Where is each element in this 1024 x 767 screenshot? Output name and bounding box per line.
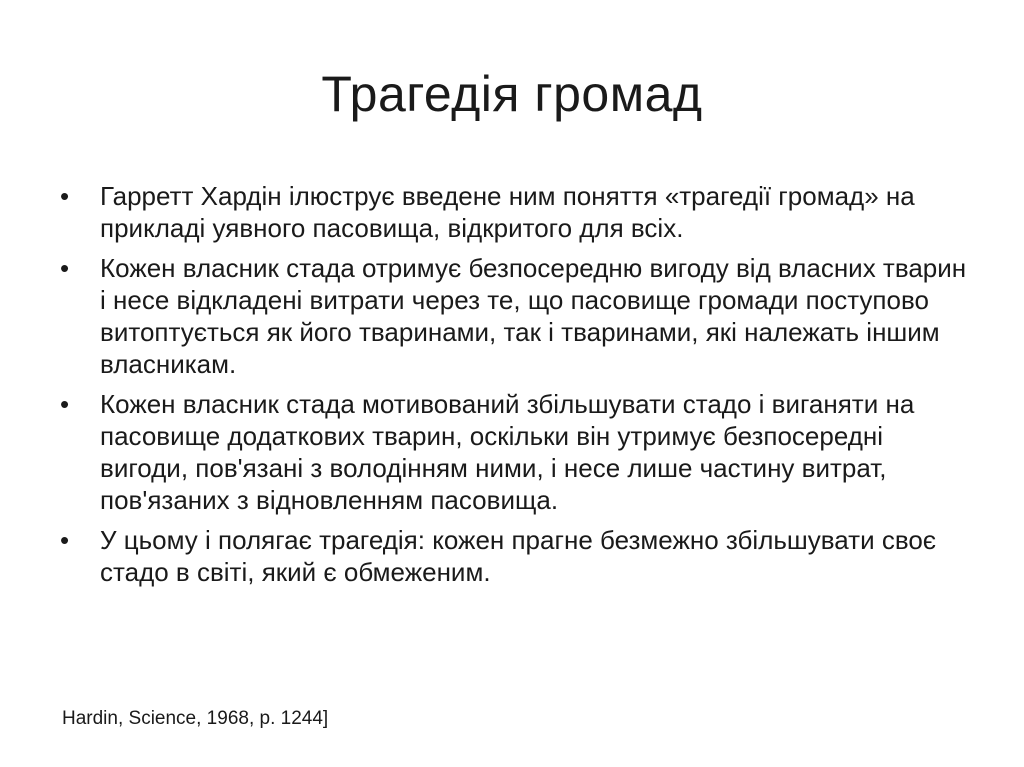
bullet-marker: • [60, 389, 70, 419]
bullet-marker: • [60, 253, 70, 283]
bullet-marker: • [60, 525, 70, 555]
citation: Hardin, Science, 1968, p. 1244] [62, 708, 329, 729]
bullet-text: У цьому і полягає трагедія: кожен прагне безмежно збільшувати своє стадо в світі, який є обмеженим. [100, 525, 937, 587]
bullet-text: Кожен власник стада мотивований збільшувати стадо і виганяти на пасовище додаткових тварин, оскільки він утримує безпосередні вигоди, пов'язані з володінням ними, і несе лише частину витрат, пов'язаних з відновленням пасовища. [100, 389, 915, 515]
bullet-item [56, 252, 976, 380]
bullet-text: Кожен власник стада отримує безпосередню вигоду від власних тварин і несе відкладені витрати через те, що пасовище громади поступово витоптується як його тваринами, так і тваринами, які належать іншим власникам. [100, 253, 967, 379]
bullet-item [56, 388, 976, 516]
bullet-item [56, 524, 976, 588]
bullet-list [56, 180, 976, 596]
bullet-text: Гарретт Хардін ілюструє введене ним поняття «трагедії громад» на прикладі уявного пасовища, відкритого для всіх. [100, 181, 915, 243]
bullet-item [56, 180, 976, 244]
bullet-marker: • [60, 181, 70, 211]
slide-title: Трагедія громад [321, 66, 703, 122]
